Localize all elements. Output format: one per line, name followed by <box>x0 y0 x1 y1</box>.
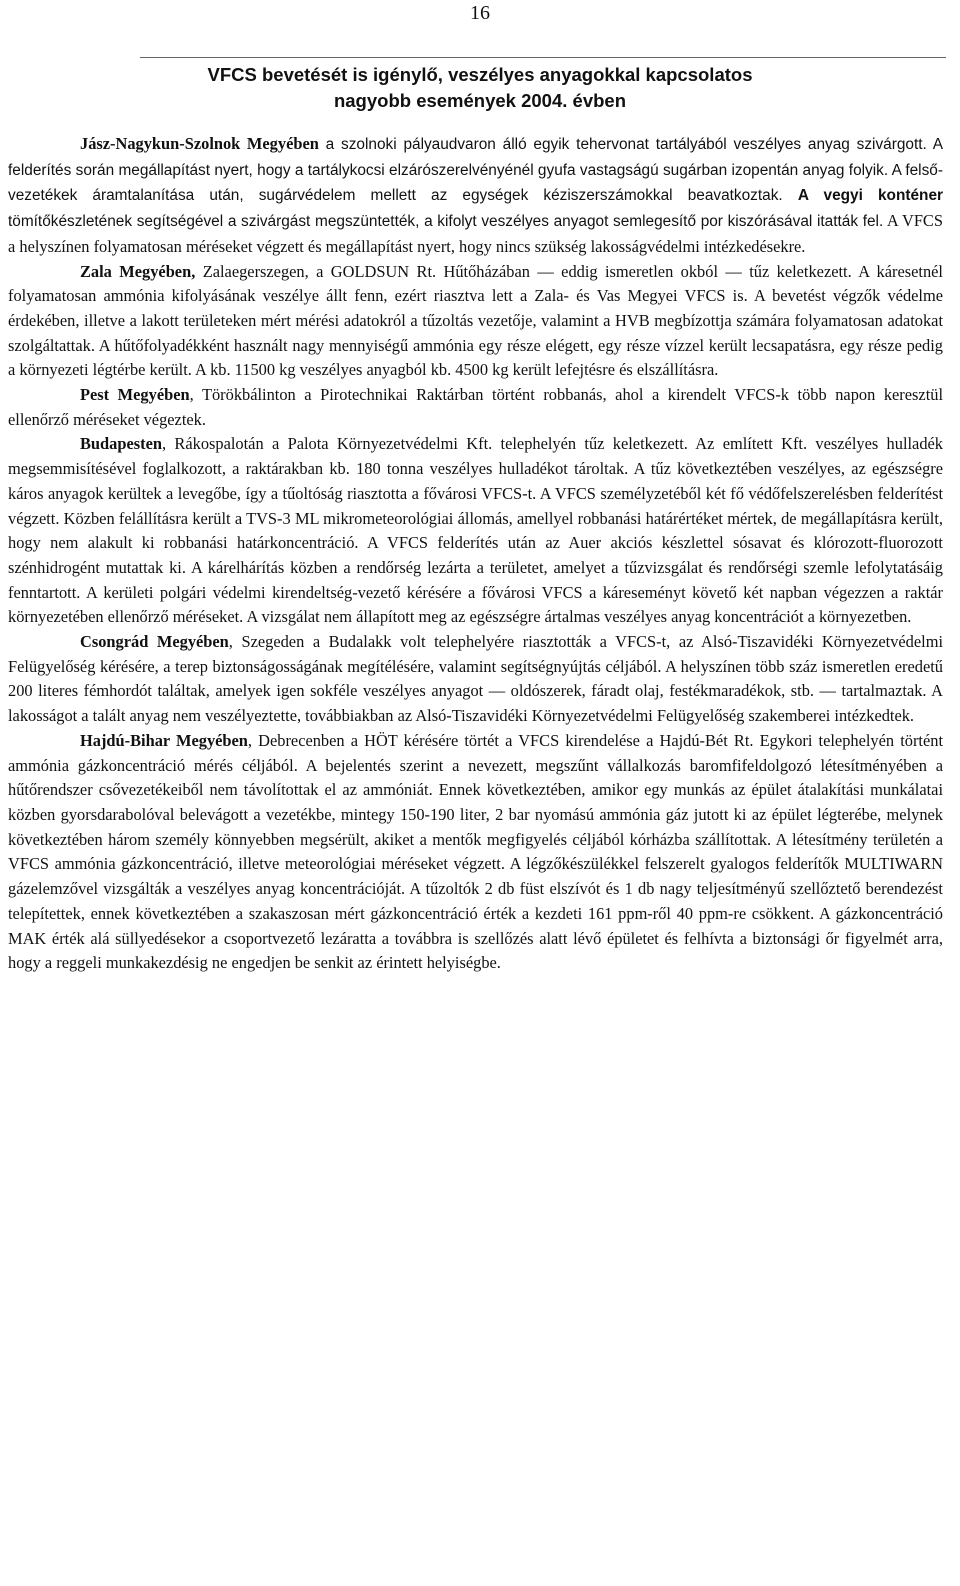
paragraph-text: , Szegeden a Budalakk volt telephelyére riasztották a VFCS-t, az Alsó-Tiszavidéki Környezetvédelmi Felügyelőség kérésére, a terep biztonságosságának megítélésére, valamint segítségnyújtás céljából. A helyszínen több száz ismeretlen eredetű 200 literes fémhordót találtak, amelyek igen sokféle veszélyes anyagot — oldószerek, fáradt olaj, festékmaradékok, stb. — tartalmaztak. A lakosságot a talált anyag nem veszélyeztette, továbbiakban az Alsó-Tiszavidéki Környezetvédelmi Felügyelőség szakemberei intézkedtek. <box>8 632 943 726</box>
paragraph-text: , Debrecenben a HÖT kérésére törtét a VFCS kirendelése a Hajdú-Bét Rt. Egykori telephelyén történt ammónia gázkoncentráció mérés céljából. A bejelentés szerint a nevezett, megszűnt vállalkozás baromfifeldolgozó létesítményében a hűtőrendszer csővezetékeiből nem távolítottak el az ammóniát. Ennek következtében, amikor egy munkás az épület átalakítási munkálatai közben gyorsdarabolóval belevágott a vezetékbe, mintegy 150-190 liter, 2 bar nyomású ammónia gáz jutott ki az épület légterébe, melynek következtében három személy könnyebben megsérült, akiket a mentők megfigyelés céljából kórházba szállítottak. A létesítmény területén a VFCS ammónia gázkoncentráció, illetve meteorológiai méréseket végzett. A légzőkészülékkel felszerelt gyalogos felderítők MULTIWARN gázelemzővel vizsgálták a veszélyes anyag koncentrációját. A tűzoltók 2 db füst elszívót és 1 db nagy teljesítményű szellőztető berendezést telepítettek, ennek következtében a szakaszosan mért gázkoncentráció érték a kezdeti 161 ppm-ről 40 ppm-re csökkent. A gázkoncentráció MAK érték alá süllyedésekor a csoportvezető lezáratta a továbbra is szellőzés alatt lévő épületet és felhívta a biztonsági őr figyelmét arra, hogy a reggeli munkakezdésig ne engedjen be senkit az érintett helyiségbe. <box>8 730 943 973</box>
page-number: 16 <box>470 2 490 24</box>
paragraph-heading: Budapesten <box>80 434 162 454</box>
paragraph-pest <box>8 383 943 432</box>
paragraph-heading: Zala Megyében, <box>80 261 196 281</box>
paragraph-jasz-nagykun-szolnok <box>8 132 943 260</box>
paragraph-heading: Pest Megyében <box>80 385 190 405</box>
paragraph-text: A VFCS a helyszínen folyamatosan méréseket végzett és megállapítást nyert, hogy nincs szükség lakosságvédelmi intézkedésekre. <box>8 211 943 256</box>
paragraph-heading: Hajdú-Bihar Megyében <box>80 730 248 750</box>
paragraph-text: , Törökbálinton a Pirotechnikai Raktárban történt robbanás, ahol a kirendelt VFCS-k több napon keresztül ellenőrző méréseket végeztek. <box>8 385 944 429</box>
paragraph-hajdu-bihar <box>8 729 943 976</box>
paragraph-heading: Csongrád Megyében <box>80 632 229 652</box>
paragraph-text: tömítőkészletének segítségével a szivárgást megszüntették, a kifolyt veszélyes anyagot semlegesítő por kiszórásával itatták fel. <box>8 213 884 231</box>
paragraph-text: Zalaegerszegen, a GOLDSUN Rt. Hűtőházában — eddig ismeretlen okból — tűz keletkezett. A káresetnél folyamatosan ammónia kifolyásának veszélye állt fenn, ezért riasztva lett a Zala- és Vas Megyei VFCS is. A bevetést végzők védelme érdekében, illetve a lakott területeken mért mérési adatokról a tűzoltás vezetője, valamint a HVB megbízottja számára folyamatosan adatokat szolgáltattak. A hűtőfolyadékként használt nagy mennyiségű ammónia egy része elégett, egy része vízzel került lecsapatásra, egy része pedig a környezeti légtérbe került. A kb. 11500 kg veszélyes anyagból kb. 4500 kg került lefejtésre és elszállításra. <box>8 261 943 380</box>
paragraph-zala <box>8 260 943 384</box>
page-title <box>80 62 880 114</box>
paragraph-budapest <box>8 432 943 630</box>
paragraph-csongrad <box>8 630 943 729</box>
paragraph-emphasis: A vegyi konténer <box>797 187 943 205</box>
header-rule <box>140 57 946 58</box>
paragraph-heading: Jász-Nagykun-Szolnok Megyében <box>80 134 319 153</box>
paragraph-text: a szolnoki pályaudvaron álló egyik tehervonat tartályából veszélyes anyag szivárgott. A felderítés során megállapítást nyert, hogy a tartálykocsi elzárószerelvényénél gyufa vastagságú sugárban izopentán anyag folyik. A felső-vezetékek áramtalanítása után, sugárvédelem mellett az egységek kéziszerszámokkal beavatkoztak. <box>8 136 944 205</box>
paragraph-text: , Rákospalotán a Palota Környezetvédelmi Kft. telephelyén tűz keletkezett. Az említett Kft. veszélyes hulladék megsemmisítésével foglalkozott, a raktárakban kb. 180 tonna veszélyes hulladékot tároltak. A tűz következtében veszélyes, az egészségre káros anyagok kerültek a levegőbe, így a tűoltóság riasztotta a fővárosi VFCS-t. A VFCS személyzetéből két fő védőfelszerelésben felderítést végzett. Közben felállításra került a TVS-3 ML mikrometeorológiai állomás, amellyel robbanási határértéket mértek, de megállapításra került, hogy nem alakult ki robbanási határkoncentráció. A VFCS felderítés után az Auer akciós készlettel sósavat és klórozott-fluorozott szénhidrogént mutattak ki. A kárelhárítás közben a rendőrség lezárta a területet, amelyet a tűzvizsgálat és rendőrségi szemle lefolytatásáig fenntartott. A kerületi polgári védelmi kirendeltség-vezető kérésére a fővárosi VFCS a káreseményt követő két napban végezzen a raktár környezetében ellenőrző méréseket. A vizsgálat nem állapított meg az egészségre ártalmas veszélyes anyag koncentrációt a környezetben. <box>8 434 943 627</box>
document-body <box>8 132 943 976</box>
title-line-1: VFCS bevetését is igénylő, veszélyes anyagokkal kapcsolatos <box>207 64 753 85</box>
title-line-2: nagyobb események 2004. évben <box>333 90 627 111</box>
